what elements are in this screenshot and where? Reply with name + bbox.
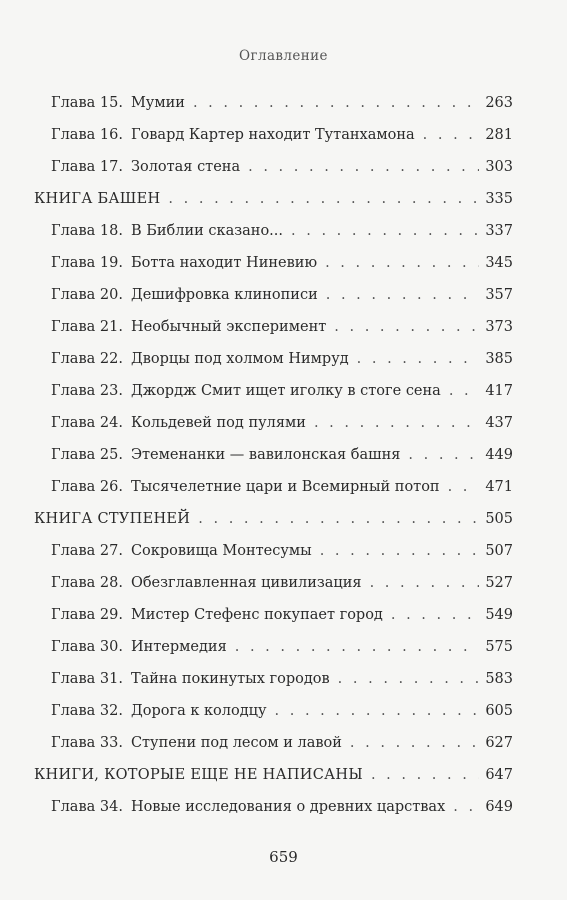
toc-chapter-entry [51,571,513,595]
chapter-number: Глава 27. [51,543,123,559]
chapter-number: Глава 24. [51,415,123,431]
chapter-title: Ботта находит Ниневию [130,255,318,271]
toc-chapter-entry [51,795,513,819]
chapter-title: Говард Картер находит Тутанхамона [130,127,415,143]
chapter-title: Мистер Стефенс покупает город [130,607,383,623]
toc-chapter-entry [51,283,513,307]
dot-leader [275,699,480,723]
chapter-number: Глава 34. [51,799,123,815]
chapter-title: Тысячелетние цари и Всемирный потоп [130,479,440,495]
chapter-title: В Библии сказано... [130,223,284,239]
toc-chapter-entry [51,315,513,339]
toc-page-number: 471 [485,479,513,495]
chapter-number: Глава 29. [51,607,123,623]
chapter-title: Дешифровка клинописи [130,287,318,303]
toc-page-number: 507 [485,543,513,559]
dot-leader [357,347,480,371]
dot-leader [291,219,479,243]
toc-chapter-entry [51,91,513,115]
toc-page-number: 385 [485,351,513,367]
chapter-number: Глава 30. [51,639,123,655]
dot-leader [350,731,479,755]
dot-leader [448,475,480,499]
toc-page-number: 417 [485,383,513,399]
dot-leader [325,251,479,275]
toc-page-number: 505 [485,511,513,527]
toc-chapter-entry [51,731,513,755]
toc-part-entry [34,763,513,787]
chapter-title: Сокровища Монтесумы [130,543,312,559]
dot-leader [193,91,479,115]
toc-page-number: 627 [485,735,513,751]
toc-chapter-entry [51,699,513,723]
chapter-number: Глава 32. [51,703,123,719]
toc-page-number: 345 [485,255,513,271]
toc-page-number: 335 [485,191,513,207]
part-title: КНИГА БАШЕН [34,191,161,207]
toc-chapter-entry [51,635,513,659]
toc-page-number: 575 [485,639,513,655]
toc-chapter-entry [51,347,513,371]
dot-leader [320,539,480,563]
chapter-title: Интермедия [130,639,227,655]
toc-page-number: 263 [485,95,513,111]
chapter-number: Глава 22. [51,351,123,367]
dot-leader [334,315,479,339]
chapter-number: Глава 16. [51,127,123,143]
chapter-number: Глава 17. [51,159,123,175]
chapter-title: Тайна покинутых городов [130,671,330,687]
toc-chapter-entry [51,251,513,275]
toc-chapter-entry [51,219,513,243]
toc-page-number: 583 [485,671,513,687]
toc-page-number: 605 [485,703,513,719]
toc-chapter-entry [51,379,513,403]
toc-chapter-entry [51,411,513,435]
toc-chapter-entry [51,475,513,499]
dot-leader [198,507,479,531]
toc-page-number: 357 [485,287,513,303]
chapter-title: Необычный эксперимент [130,319,327,335]
toc-chapter-entry [51,539,513,563]
dot-leader [338,667,480,691]
chapter-title: Дворцы под холмом Нимруд [130,351,349,367]
page-number: 659 [269,848,298,866]
chapter-number: Глава 20. [51,287,123,303]
toc-page-number: 337 [485,223,513,239]
toc-page-number: 373 [485,319,513,335]
chapter-number: Глава 26. [51,479,123,495]
toc-chapter-entry [51,443,513,467]
chapter-number: Глава 21. [51,319,123,335]
chapter-number: Глава 31. [51,671,123,687]
dot-leader [453,795,479,819]
toc-chapter-entry [51,603,513,627]
chapter-title: Дорога к колодцу [130,703,267,719]
dot-leader [168,187,479,211]
chapter-title: Джордж Смит ищет иголку в стоге сена [130,383,441,399]
chapter-title: Обезглавленная цивилизация [130,575,362,591]
toc-page-number: 449 [485,447,513,463]
dot-leader [408,443,479,467]
chapter-title: Мумии [130,95,185,111]
toc-page-number: 437 [485,415,513,431]
dot-leader [248,155,479,179]
chapter-number: Глава 25. [51,447,123,463]
toc-part-entry [34,507,513,531]
chapter-title: Кольдевей под пулями [130,415,306,431]
chapter-title: Этеменанки — вавилонская башня [130,447,401,463]
dot-leader [314,411,479,435]
chapter-number: Глава 18. [51,223,123,239]
dot-leader [235,635,480,659]
chapter-title: Новые исследования о древних царствах [130,799,446,815]
dot-leader [391,603,479,627]
chapter-number: Глава 28. [51,575,123,591]
running-head: Оглавление [239,48,328,64]
toc-page-number: 647 [485,767,513,783]
chapter-number: Глава 19. [51,255,123,271]
chapter-number: Глава 23. [51,383,123,399]
chapter-number: Глава 33. [51,735,123,751]
chapter-title: Золотая стена [130,159,241,175]
dot-leader [326,283,480,307]
toc-page-number: 303 [485,159,513,175]
toc-page-number: 549 [485,607,513,623]
toc-page-number: 281 [485,127,513,143]
part-title: КНИГА СТУПЕНЕЙ [34,511,191,527]
toc-chapter-entry [51,155,513,179]
toc-chapter-entry [51,123,513,147]
dot-leader [371,763,479,787]
dot-leader [449,379,479,403]
toc-part-entry [34,187,513,211]
toc-page-number: 649 [485,799,513,815]
part-title: КНИГИ, КОТОРЫЕ ЕЩЕ НЕ НАПИСАНЫ [34,767,363,783]
dot-leader [370,571,480,595]
dot-leader [423,123,480,147]
chapter-number: Глава 15. [51,95,123,111]
toc-page-number: 527 [485,575,513,591]
chapter-title: Ступени под лесом и лавой [130,735,342,751]
toc-chapter-entry [51,667,513,691]
